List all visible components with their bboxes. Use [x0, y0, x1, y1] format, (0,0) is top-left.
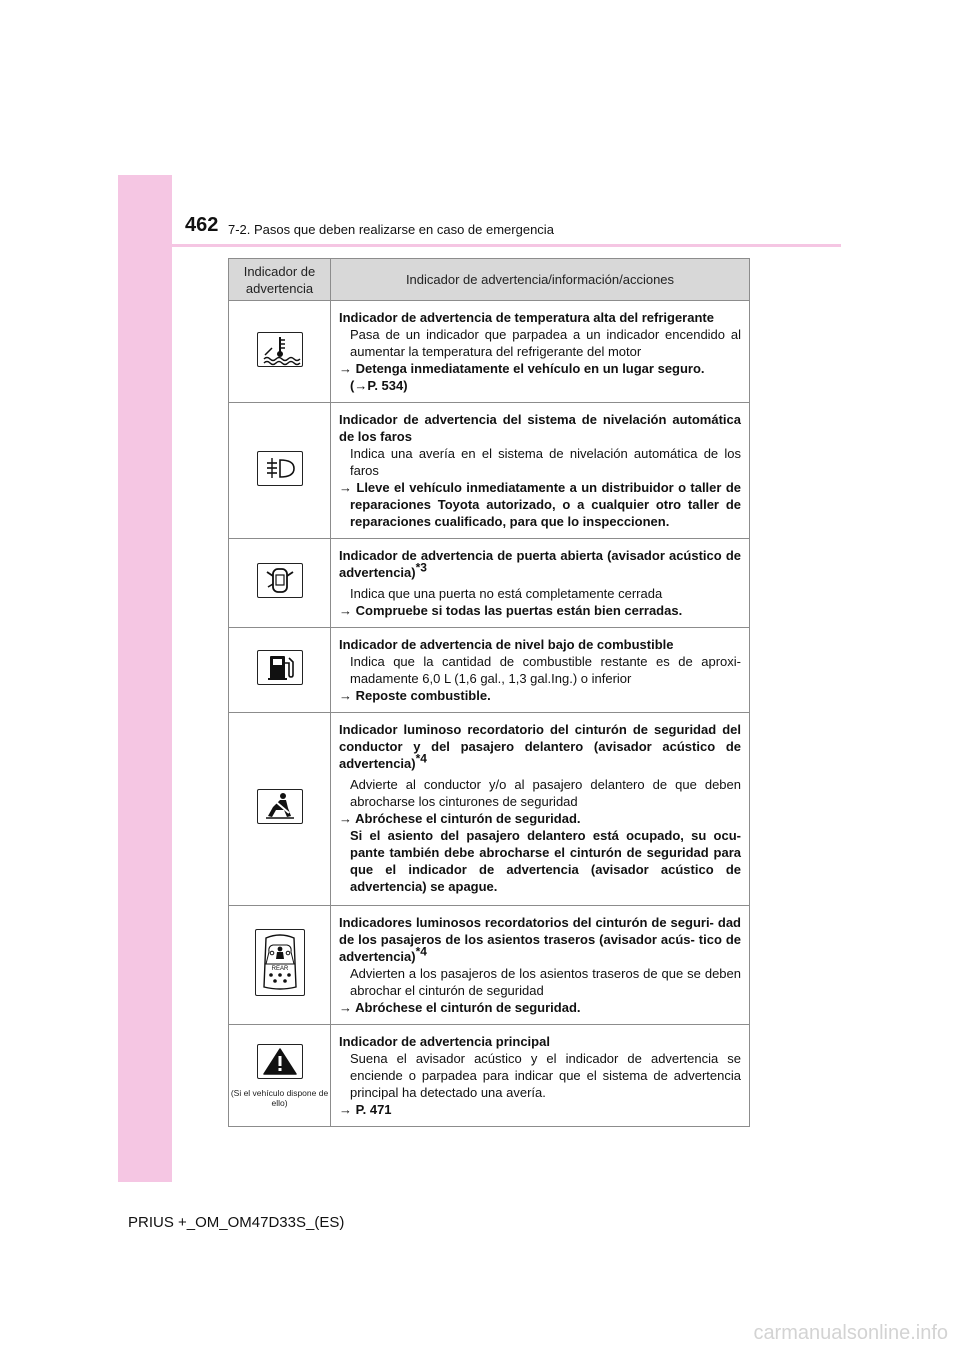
icon-cell [229, 539, 331, 628]
row-action [339, 360, 741, 377]
info-cell [331, 539, 750, 628]
fuel-pump-icon [257, 650, 303, 685]
row-action-text: Detenga inmediatamente el vehículo en un lugar seguro. [355, 361, 705, 376]
table-row [229, 301, 750, 403]
row-title-text: Indicador de advertencia de puerta abierta (avisador acústico de advertencia) [339, 548, 741, 580]
row-title-text: Indicador luminoso recordatorio del cinturón de seguridad del conductor y del pasajero delantero (avisador acústico de advertencia) [339, 722, 741, 771]
icon-cell [229, 1025, 331, 1127]
footnote-mark: *3 [415, 560, 427, 575]
row-action [339, 479, 741, 530]
row-action-detail-line: Si el asiento del pasajero delantero está ocupado, su ocu- [350, 828, 741, 843]
row-title: Indicador de advertencia del sistema de nivelación automática de los faros [339, 412, 741, 444]
row-action-detail-line: pante también debe abrocharse el cinturón de seguridad para que el indicador de advertencia (avisador acústico de advertencia) se apague. [350, 845, 741, 894]
icon-cell [229, 301, 331, 403]
table-row [229, 906, 750, 1025]
row-title [339, 914, 741, 965]
table-row [229, 1025, 750, 1127]
info-cell [331, 906, 750, 1025]
row-title-line: tico de advertencia) [339, 932, 741, 964]
table-row [229, 713, 750, 906]
seatbelt-icon [257, 789, 303, 824]
row-description: Pasa de un indicador que parpadea a un indicador encendido al aumentar la temperatura del refrigerante del motor [350, 327, 741, 359]
row-title: Indicador de advertencia de temperatura alta del refrigerante [339, 310, 714, 325]
table-row [229, 403, 750, 539]
row-action-text: Abróchese el cinturón de seguridad. [355, 1000, 581, 1015]
icon-cell [229, 403, 331, 539]
row-description: Suena el avisador acústico y el indicador de advertencia se enciende o parpadea para indicar que el sistema de advertencia principal ha detectado una avería. [350, 1051, 741, 1100]
column-header-info: Indicador de advertencia/información/acciones [331, 259, 750, 301]
icon-cell [229, 628, 331, 713]
icon-cell [229, 713, 331, 906]
arrow-icon: → [339, 1102, 352, 1117]
row-action [339, 602, 741, 619]
watermark: carmanualsonline.info [753, 1322, 948, 1344]
row-action [339, 999, 741, 1016]
info-cell [331, 713, 750, 906]
warning-indicator-table [228, 258, 750, 1127]
row-action [339, 810, 741, 827]
row-description: Indica una avería en el sistema de nivelación automática de los faros [350, 446, 741, 478]
row-action [339, 687, 741, 704]
row-title [339, 721, 741, 772]
row-title-line: dad de los pasajeros de los asientos traseros (avisador acús- [339, 915, 741, 947]
row-description: Advierte al conductor y/o al pasajero delantero de que deben abrocharse los cinturones de seguridad [350, 777, 741, 809]
footnote-mark: *4 [415, 751, 427, 766]
rear-label: REAR [271, 966, 288, 972]
row-title: Indicador de advertencia de nivel bajo de combustible [339, 637, 674, 652]
footer-model-code: PRIUS +_OM_OM47D33S_(ES) [128, 1214, 345, 1231]
row-title-line: Indicadores luminosos recordatorios del cinturón de seguri- [339, 915, 714, 930]
rear-seatbelt-icon [255, 929, 305, 996]
row-description-line: madamente 6,0 L (1,6 gal., 1,3 gal.Ing.) o inferior [350, 671, 632, 686]
row-action-text: Reposte combustible. [355, 688, 491, 703]
row-action-text: Lleve el vehículo inmediatamente a un distribuidor o taller de reparaciones Toyota autorizado, o a cualquier otro taller de reparaciones cualificado, para que lo inspeccionen. [350, 480, 741, 529]
row-description-line: Indica que la cantidad de combustible restante es de aproxi- [350, 654, 741, 669]
row-title [339, 547, 741, 581]
table-header-row [229, 259, 750, 301]
row-description [339, 653, 741, 687]
arrow-icon: → [339, 361, 352, 376]
info-cell [331, 301, 750, 403]
footnote-mark: *4 [415, 944, 427, 959]
row-title: Indicador de advertencia principal [339, 1034, 550, 1049]
column-header-indicator: Indicador de advertencia [229, 259, 331, 301]
arrow-icon: → [339, 688, 352, 703]
row-description: Advierten a los pasajeros de los asientos traseros de que se deben abrochar el cinturón de seguridad [350, 966, 741, 998]
info-cell [331, 403, 750, 539]
info-cell [331, 1025, 750, 1127]
row-action-text: Abróchese el cinturón de seguridad. [355, 811, 581, 826]
side-band [118, 175, 172, 1182]
coolant-temperature-icon [257, 332, 303, 367]
icon-cell [229, 906, 331, 1025]
headlight-leveling-icon [257, 451, 303, 486]
row-action-text: Compruebe si todas las puertas están bien cerradas. [355, 603, 683, 618]
row-action-text: P. 471 [355, 1102, 392, 1117]
master-warning-icon [257, 1044, 303, 1079]
arrow-icon: → [339, 811, 352, 826]
row-action [339, 1101, 741, 1118]
row-action-detail [339, 827, 741, 895]
table-row [229, 539, 750, 628]
arrow-icon: → [339, 603, 352, 618]
arrow-icon: → [339, 1000, 352, 1015]
info-cell [331, 628, 750, 713]
availability-note: (Si el vehículo dispone de ello) [230, 1087, 329, 1108]
row-description: Indica que una puerta no está completamente cerrada [350, 586, 663, 601]
door-open-icon [257, 563, 303, 598]
arrow-icon: → [339, 480, 352, 495]
page-number: 462 [185, 214, 219, 236]
header-rule [118, 244, 841, 247]
table-row [229, 628, 750, 713]
section-title: 7-2. Pasos que deben realizarse en caso de emergencia [228, 222, 554, 237]
page-reference: (→P. 534) [350, 378, 408, 393]
